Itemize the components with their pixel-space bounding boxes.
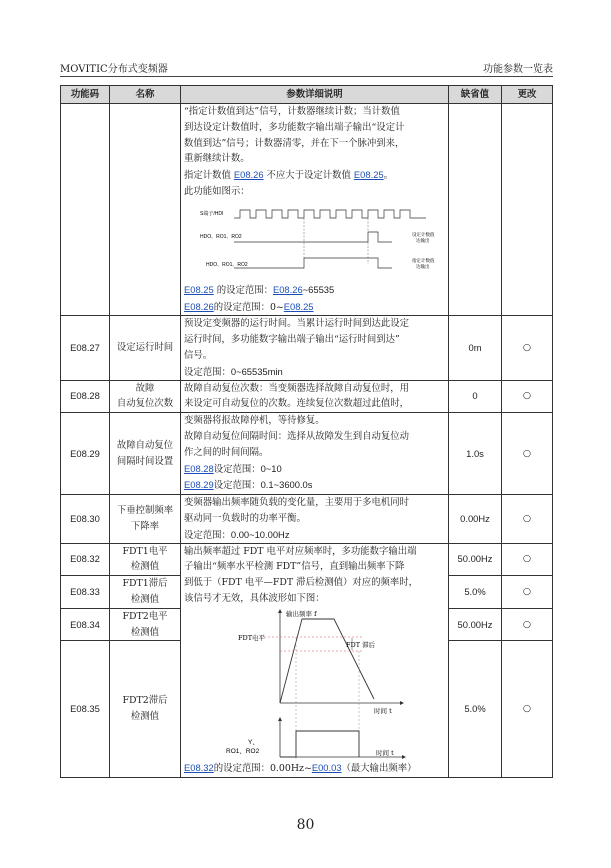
param-link[interactable]: E08.25 [283,300,314,312]
param-link[interactable]: E08.29 [184,479,214,491]
default-value: 50.00Hz [449,608,502,641]
param-code: E08.27 [61,316,110,380]
svg-text:设定计数值: 设定计数值 [412,231,435,237]
param-link[interactable]: E08.32 [184,761,214,773]
change-mark: ○ [502,380,553,413]
table-row [61,543,553,576]
range-line: E08.29设定范围：0.1~3600.0s [184,479,313,491]
header-section: 功能参数一览表 [483,64,553,75]
param-code: E08.34 [61,608,110,641]
svg-text:输出频率 f: 输出频率 f [286,609,317,618]
desc-cell: 变频器输出频率随负载的变化量，主要用于多电机同时 驱动同一负载时的功率平衡。 设定范围：0.00~10.00Hz [181,495,449,543]
change-mark: ○ [502,413,553,495]
param-name: FDT1滞后 检测值 [110,576,181,609]
table-row [61,316,553,380]
param-name: FDT2电平 检测值 [110,608,181,641]
param-code: E08.28 [61,380,110,413]
col-header-default: 缺省值 [449,86,502,104]
param-code: E08.29 [61,413,110,495]
param-link[interactable]: E08.26 [233,169,264,181]
svg-text:时间 t: 时间 t [376,748,394,757]
table-row [61,413,553,495]
table-row [61,380,553,413]
header-rule [60,76,553,77]
range-line: E08.28设定范围：0~10 [184,462,282,474]
fdt-desc-cell: 输出频率超过 FDT 电平对应频率时，多功能数字输出端 子输出“频率水平检测 FDT”信号，直到输出频率下降 到低于（FDT 电平—FDT 滞后检测值）对应的频率时， 该信号才无效，具体波形如下图： 输出频率 f FDT电平 FDT 滞后 时间 t Y、 RO1、RO2 时间 t E08.32的设定范围：0.00Hz~E00.03（最大输出频率） [181,543,449,777]
param-name: 故障 自动复位次数 [110,380,181,413]
desc-cell: 预设定变频器的运行时间。当累计运行时间到达此设定 运行时间，多功能数字输出端子输出“运行时间到达” 信号。 设定范围：0~65535min [181,316,449,380]
svg-text:时间 t: 时间 t [374,706,392,715]
desc-cell: 变频器将报故障停机，等待修复。 故障自动复位间隔时间：选择从故障发生到自动复位动 作之间的时间间隔。 E08.28设定范围：0~10 E08.29设定范围：0.1~3600.0s [181,413,449,495]
table-row-continuation [61,104,553,316]
param-name: 设定运行时间 [110,316,181,380]
col-header-name: 名称 [110,86,181,104]
param-code: E08.32 [61,543,110,576]
col-header-desc: 参数详细说明 [181,86,449,104]
default-value: 5.0% [449,641,502,777]
default-value: 0.00Hz [449,495,502,543]
desc-line: 重新继续计数。 [184,153,250,165]
param-link[interactable]: E08.26 [272,283,303,295]
desc-cell: 故障自动复位次数：当变频器选择故障自动复位时，用 来设定可自动复位的次数。连续复位次数超过此值时， [181,380,449,413]
default-value: 0m [449,316,502,380]
col-header-change: 更改 [502,86,553,104]
col-header-code: 功能码 [61,86,110,104]
change-mark: ○ [502,543,553,576]
change-mark: ○ [502,641,553,777]
range-line: 设定范围：0~65535min [184,365,283,377]
range-line: E08.32的设定范围：0.00Hz~E00.03（最大输出频率） [184,761,417,774]
param-name: 故障自动复位 间隔时间设置 [110,413,181,495]
default-value: 1.0s [449,413,502,495]
range-line: 设定范围：0.00~10.00Hz [184,528,290,540]
svg-text:FDT电平: FDT电平 [238,633,266,642]
param-link[interactable]: E08.25 [184,283,214,295]
parameter-table [60,85,553,778]
change-mark: ○ [502,608,553,641]
param-link[interactable]: E08.25 [353,169,384,181]
header-title: MOVITIC分布式变频器 [60,64,168,75]
range-line: E08.25 的设定范围：E08.26~65535 [184,283,335,296]
param-code: E08.35 [61,641,110,777]
default-value: 0 [449,380,502,413]
param-link[interactable]: E08.26 [184,300,214,312]
change-mark: ○ [502,316,553,380]
table-row [61,495,553,543]
svg-text:达输出: 达输出 [416,263,430,269]
desc-line: 到达设定计数值时，多功能数字输出端子输出“设定计 [184,121,405,133]
param-name: FDT2滞后 检测值 [110,641,181,777]
param-code: E08.33 [61,576,110,609]
figure-intro: 此功能如图示： [184,185,250,197]
counter-waveform-figure [192,202,447,282]
svg-text:HDO、RO1、RO2: HDO、RO1、RO2 [206,261,248,268]
change-mark: ○ [502,576,553,609]
default-value: 50.00Hz [449,543,502,576]
param-link[interactable]: E00.03 [311,761,342,773]
change-mark: ○ [502,495,553,543]
param-link[interactable]: E08.28 [184,462,214,474]
svg-text:达输出: 达输出 [416,237,430,243]
range-line: E08.26的设定范围：0~E08.25 [184,300,314,313]
page-number: 80 [296,817,315,833]
default-value: 5.0% [449,576,502,609]
param-name: 下垂控制频率 下降率 [110,495,181,543]
desc-line: “指定计数值到达”信号，计数器继续计数；当计数值 [184,106,400,117]
param-name: FDT1电平 检测值 [110,543,181,576]
svg-text:Y、: Y、 [248,738,259,746]
table-header-row [61,86,553,104]
svg-text:FDT 滞后: FDT 滞后 [346,640,376,649]
fdt-waveform-figure [224,607,414,760]
desc-line: 数值到达”信号；计数器清零，并在下一个脉冲到来， [184,137,405,149]
desc-cell [181,104,449,316]
svg-text:RO1、RO2: RO1、RO2 [226,747,260,755]
param-code: E08.30 [61,495,110,543]
svg-text:S端子/HDI: S端子/HDI [200,210,224,217]
svg-text:HDO、RO1、RO2: HDO、RO1、RO2 [200,233,242,240]
svg-text:指定计数值: 指定计数值 [412,257,435,263]
note-line: 指定计数值 E08.26 不应大于设定计数值 E08.25。 [184,169,394,182]
